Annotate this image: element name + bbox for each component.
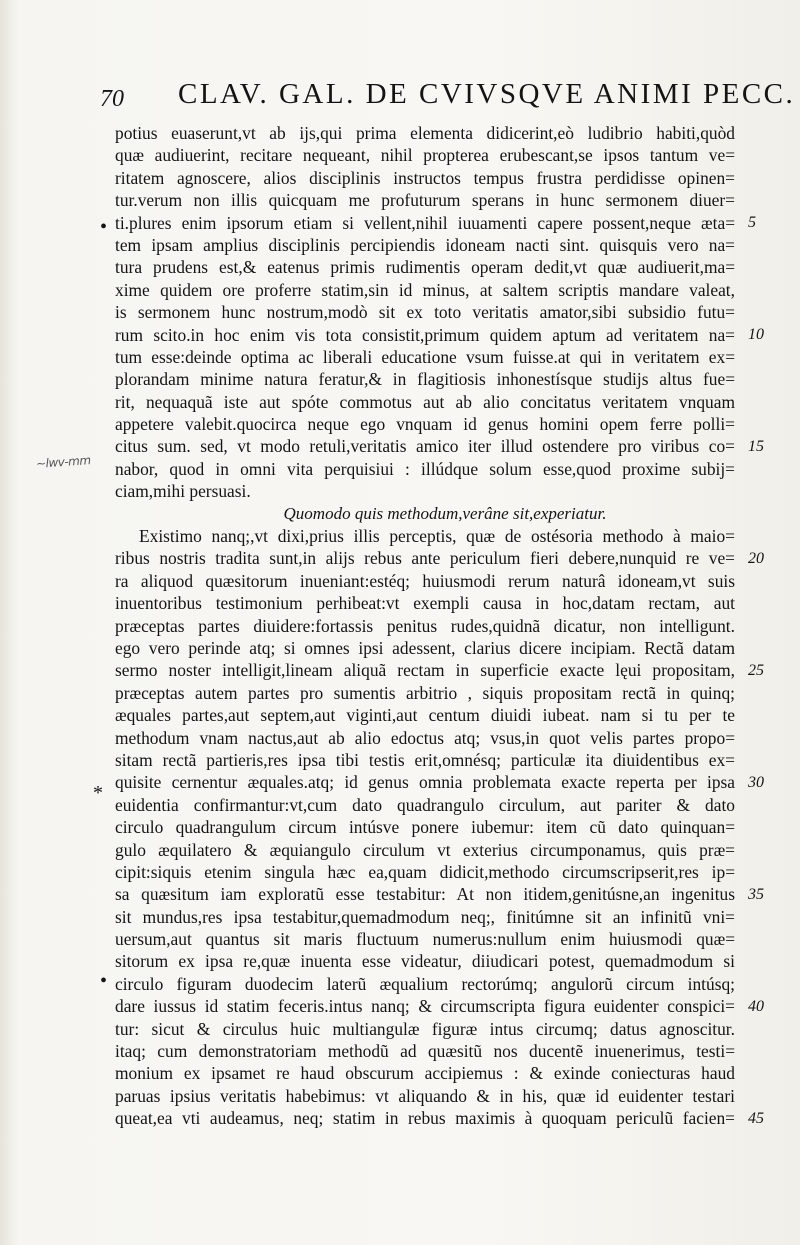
asterisk-mark: *: [93, 782, 103, 804]
text-line: ritatem agnoscere, alios disciplinis instructos tempus frustra perdidisse opinen=: [115, 167, 735, 188]
text-line: xime quidem ore proferre statim,sin id minus, at saltem scriptis mandare valeat,: [115, 279, 735, 300]
text-line: cipit:siquis etenim singula hæc ea,quam didicit,methodo circumscripserit,res ip=: [115, 861, 735, 882]
text-line: appetere valebit.quocirca neque ego vnquam id genus homini opem ferre polli=: [115, 414, 735, 435]
text-line: dare iussus id statim feceris.intus nanq; & circumscripta figura euidenter conspici=: [115, 996, 735, 1017]
margin-line-number: 5: [748, 213, 756, 231]
margin-line-number: 35: [748, 885, 764, 903]
body-text: [115, 122, 735, 1130]
text-line: queat,ea vti audeamus, neq; statim in rebus maximis à quoquam periculũ facien=: [115, 1108, 735, 1129]
text-line: sit mundus,res ipsa testabitur,quemadmodum neq;, finitúmne sit an infinitũ vni=: [115, 906, 735, 927]
margin-line-number: 20: [748, 549, 764, 567]
text-line: præceptas autem partes pro sumentis arbitrio , siquis propositam rectã in quinq;: [115, 682, 735, 703]
page-number: 70: [100, 86, 124, 112]
text-line: æquales partes,aut septem,aut viginti,aut centum diuidi iubeat. nam si tu per te: [115, 705, 735, 726]
text-line: circulo figuram duodecim laterũ æqualium rectorúmq; angulorũ circum intúsq;: [115, 973, 735, 994]
text-line: methodum vnam nactus,aut ab alio edoctus atq; vsus,in quot velis partes propo=: [115, 727, 735, 748]
text-line: uersum,aut quantus sit maris fluctuum numerus:nullum enim huiusmodi quæ=: [115, 929, 735, 950]
bullet-mark: •: [100, 970, 108, 992]
text-line: sa quæsitum iam exploratũ esse testabitur: At non itidem,genitúsne,an ingenitus: [115, 884, 735, 905]
text-line: gulo æquilatero & æquiangulo circulum vt exterius circumponamus, quis præ=: [115, 839, 735, 860]
marginal-handwriting: ~lwv-mm: [35, 453, 91, 471]
text-line: quisite cernentur æquales.atq; id genus omnia problemata exacte reperta per ipsa: [115, 772, 735, 793]
text-line: sitorum ex ipsa re,quæ inuenta esse videatur, diiudicari potest, quemadmodum si: [115, 951, 735, 972]
margin-line-number: 45: [748, 1109, 764, 1127]
margin-line-number: 15: [748, 437, 764, 455]
text-line: rit, nequaquã iste aut spóte commotus aut ab alio concitatus veritatem vnquam: [115, 391, 735, 412]
text-line: ra aliquod quæsitorum inueniant:estéq; huiusmodi rerum naturâ idoneam,vt suis: [115, 570, 735, 591]
text-line: euidentia confirmantur:vt,cum dato quadrangulo circulum, aut pariter & dato: [115, 794, 735, 815]
margin-line-number: 40: [748, 997, 764, 1015]
text-line: citus sum. sed, vt modo retuli,veritatis amico iter illud ostendere pro viribus co=: [115, 436, 735, 457]
text-line: nabor, quod in omni vita perquisiui : illúdque solum esse,quod proxime subij=: [115, 458, 735, 479]
text-line: tur.verum non illis quicquam me profuturum sperans in hunc sermonem diuer=: [115, 190, 735, 211]
text-line: rum scito.in hoc enim vis tota consistit,primum quidem aptum ad veritatem na=: [115, 324, 735, 345]
text-line: ribus nostris tradita sunt,in alijs rebus ante periculum fieri debere,nunquid re ve=: [115, 548, 735, 569]
text-line: potius euaserunt,vt ab ijs,qui prima elementa didicerint,eò ludibrio habiti,quòd: [115, 123, 735, 143]
margin-line-number: 25: [748, 661, 764, 679]
text-line: monium ex ipsamet re haud obscurum accipiemus : & exinde coniecturas haud: [115, 1063, 735, 1084]
text-line: inuentoribus testimonium perhibeat:vt exempli causa in hoc,datam rectam, aut: [115, 593, 735, 614]
text-line: sitam rectã partieris,res ipsa tibi testis erit,omnésq; particulæ ita diuidentibus ex=: [115, 749, 735, 770]
text-line: tura prudens est,& eatenus primis rudimentis operam dedit,vt quæ audiuerit,ma=: [115, 257, 735, 278]
section-heading: Quomodo quis methodum,verâne sit,experiatur.: [283, 503, 607, 523]
text-line: Existimo nanq;,vt dixi,prius illis perceptis, quæ de ostésoria methodo à maio=: [139, 526, 735, 547]
text-line: ego vero perinde atq; si omnes ipsi adessent, clarius dicere incipiam. Rectã datam: [115, 637, 735, 658]
text-line: quæ audiuerint, recitare nequeant, nihil propterea erubescant,se ipsos tantum ve=: [115, 145, 735, 166]
margin-line-number: 10: [748, 325, 764, 343]
running-head: [100, 78, 796, 114]
bullet-mark: •: [100, 216, 108, 238]
text-line: tum esse:deinde optima ac liberali educatione vsum fuisse.at qui in veritatem ex=: [115, 346, 735, 367]
text-line: ti.plures enim ipsorum etiam si vellent,nihil iuuamenti capere possent,neque æta=: [115, 212, 735, 233]
text-line: tur: sicut & circulus huic multiangulæ figuræ intus circumq; datus agnoscitur.: [115, 1018, 735, 1039]
text-line: itaq; cum demonstratoriam methodũ ad quæsitũ nos ducentẽ inuenerimus, testi=: [115, 1041, 735, 1062]
text-line: præceptas partes diuidere:fortassis penitus rudes,quidnã dicatur, non intelligunt.: [115, 615, 735, 636]
text-line: ciam,mihi persuasi.: [115, 481, 251, 502]
margin-line-number: 30: [748, 773, 764, 791]
text-line: circulo quadrangulum circum intúsve ponere iubemur: item cũ dato quinquan=: [115, 817, 735, 838]
running-title: CLAV. GAL. DE CVIVSQVE ANIMI PECC.: [178, 78, 796, 110]
text-line: tem ipsam amplius disciplinis percipiendis idoneam nacti sint. quisquis vero na=: [115, 234, 735, 255]
text-line: sermo noster intelligit,lineam aliquã rectam in superficie exacte lęui propositam,: [115, 660, 735, 681]
text-line: plorandam minime natura feratur,& in flagitiosis inhonestísque studijs altus fue=: [115, 369, 735, 390]
text-line: is sermonem hunc nostrum,modò sit ex toto veritatis amator,sibi subsidio futu=: [115, 302, 735, 323]
text-line: paruas ipsius veritatis habebimus: vt aliquando & in his, quæ id euidenter testari: [115, 1085, 735, 1106]
